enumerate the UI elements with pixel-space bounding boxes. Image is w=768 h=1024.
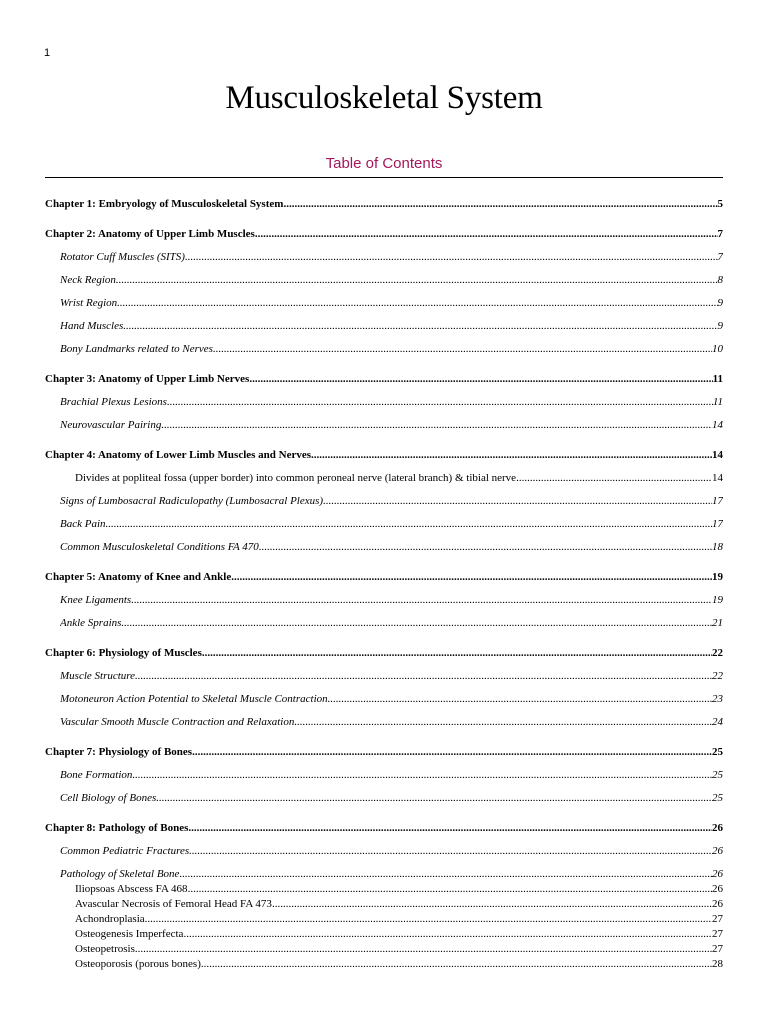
toc-entry-chapter[interactable] <box>45 745 723 759</box>
toc-entry-page: 9 <box>717 297 723 309</box>
toc-entry-section[interactable] <box>60 540 723 554</box>
toc-entry-sub[interactable] <box>75 882 723 896</box>
dot-leader <box>213 342 712 356</box>
toc-entry-section[interactable] <box>60 494 723 508</box>
dot-leader <box>249 372 712 386</box>
toc-entry-page: 7 <box>717 251 723 263</box>
dot-leader <box>117 296 717 310</box>
toc-entry-page: 27 <box>712 928 723 940</box>
toc-entry-page: 19 <box>712 594 723 606</box>
toc-entry-chapter[interactable] <box>45 448 723 462</box>
toc-entry-page: 14 <box>712 419 723 431</box>
toc-entry-label: Achondroplasia <box>75 913 145 925</box>
toc-entry-label: Osteopetrosis <box>75 943 135 955</box>
document-title: Musculoskeletal System <box>225 80 543 116</box>
page-number: 1 <box>44 47 51 59</box>
dot-leader <box>179 867 712 881</box>
toc-entry-page: 10 <box>712 343 723 355</box>
toc-entry-label: Hand Muscles <box>60 320 124 332</box>
toc-entry-page: 19 <box>712 571 723 583</box>
dot-leader <box>156 791 712 805</box>
dot-leader <box>123 319 717 333</box>
toc-entry-section[interactable] <box>60 395 723 409</box>
dot-leader <box>283 197 717 211</box>
toc-entry-label: Bony Landmarks related to Nerves <box>60 343 213 355</box>
toc-entry-section[interactable] <box>60 616 723 630</box>
dot-leader <box>192 745 712 759</box>
dot-leader <box>201 957 712 971</box>
toc-entry-page: 11 <box>712 396 723 408</box>
toc-entry-label: Osteogenesis Imperfecta <box>75 928 184 940</box>
toc-entry-chapter[interactable] <box>45 197 723 211</box>
toc-entry-label: Signs of Lumbosacral Radiculopathy (Lumbosacral Plexus) <box>60 495 324 507</box>
heading-divider <box>45 177 723 178</box>
toc-entry-label: Neck Region <box>60 274 116 286</box>
toc-entry-label: Chapter 1: Embryology of Musculoskeletal System <box>45 198 284 210</box>
toc-entry-label: Bone Formation <box>60 769 133 781</box>
dot-leader <box>106 517 712 531</box>
toc-entry-section[interactable] <box>60 593 723 607</box>
toc-entry-section[interactable] <box>60 296 723 310</box>
toc-entry-page: 27 <box>712 943 723 955</box>
toc-entry-page: 18 <box>712 541 723 553</box>
dot-leader <box>131 593 712 607</box>
dot-leader <box>161 418 712 432</box>
toc-heading: Table of Contents <box>325 155 443 172</box>
toc-entry-label: Wrist Region <box>60 297 118 309</box>
toc-entry-page: 14 <box>712 472 723 484</box>
toc-entry-section[interactable] <box>60 791 723 805</box>
toc-entry-sub[interactable] <box>75 927 723 941</box>
toc-entry-chapter[interactable] <box>45 227 723 241</box>
toc-entry-sub[interactable] <box>75 957 723 971</box>
dot-leader <box>183 927 712 941</box>
toc-entry-sub[interactable] <box>75 942 723 956</box>
toc-entry-label: Chapter 6: Physiology of Muscles <box>45 647 202 659</box>
toc-entry-label: Chapter 3: Anatomy of Upper Limb Nerves <box>45 373 250 385</box>
toc-entry-section[interactable] <box>60 342 723 356</box>
toc-entry-label: Knee Ligaments <box>60 594 132 606</box>
dot-leader <box>185 250 718 264</box>
toc-entry-page: 25 <box>712 746 723 758</box>
toc-entry-page: 26 <box>712 845 723 857</box>
dot-leader <box>135 669 712 683</box>
toc-entry-section[interactable] <box>60 768 723 782</box>
toc-entry-page: 26 <box>712 883 723 895</box>
toc-entry-chapter[interactable] <box>45 821 723 835</box>
toc-entry-section[interactable] <box>60 517 723 531</box>
dot-leader <box>255 227 718 241</box>
toc-entry-section[interactable] <box>60 319 723 333</box>
toc-entry-chapter[interactable] <box>45 646 723 660</box>
dot-leader <box>272 897 712 911</box>
toc-entry-label: Motoneuron Action Potential to Skeletal Muscle Contraction <box>60 693 328 705</box>
toc-entry-page: 22 <box>712 670 723 682</box>
toc-entry-section[interactable] <box>60 844 723 858</box>
toc-entry-label: Divides at popliteal fossa (upper border) into common peroneal nerve (lateral branch) & tibial nerve <box>75 472 517 484</box>
toc-entry-page: 21 <box>712 617 723 629</box>
dot-leader <box>167 395 713 409</box>
toc-entry-sub[interactable] <box>75 471 723 485</box>
toc-entry-page: 22 <box>712 647 723 659</box>
toc-entry-label: Cell Biology of Bones <box>60 792 157 804</box>
toc-entry-label: Iliopsoas Abscess FA 468 <box>75 883 188 895</box>
toc-entry-label: Common Musculoskeletal Conditions FA 470 <box>60 541 259 553</box>
toc-entry-page: 25 <box>712 769 723 781</box>
toc-entry-label: Common Pediatric Fractures <box>60 845 190 857</box>
dot-leader <box>323 494 712 508</box>
dot-leader <box>132 768 712 782</box>
toc-entry-label: Pathology of Skeletal Bone <box>60 868 180 880</box>
toc-entry-label: Chapter 4: Anatomy of Lower Limb Muscles and Nerves <box>45 449 312 461</box>
toc-entry-page: 8 <box>717 274 723 286</box>
toc-entry-label: Brachial Plexus Lesions <box>60 396 167 408</box>
toc-entry-label: Ankle Sprains <box>60 617 122 629</box>
toc-entry-chapter[interactable] <box>45 372 723 386</box>
toc-entry-page: 11 <box>712 373 723 385</box>
dot-leader <box>516 471 712 485</box>
toc-entry-label: Avascular Necrosis of Femoral Head FA 473 <box>75 898 272 910</box>
dot-leader <box>259 540 712 554</box>
toc-entry-sub[interactable] <box>75 912 723 926</box>
toc-entry-sub[interactable] <box>75 897 723 911</box>
dot-leader <box>135 942 712 956</box>
toc-entry-page: 26 <box>712 898 723 910</box>
toc-entry-label: Chapter 8: Pathology of Bones <box>45 822 189 834</box>
dot-leader <box>311 448 712 462</box>
toc-entry-page: 27 <box>712 913 723 925</box>
dot-leader <box>145 912 712 926</box>
dot-leader <box>231 570 712 584</box>
toc-entry-page: 25 <box>712 792 723 804</box>
toc-entry-label: Back Pain <box>60 518 106 530</box>
toc-entry-label: Neurovascular Pairing <box>60 419 162 431</box>
toc-entry-label: Osteoporosis (porous bones) <box>75 958 201 970</box>
toc-entry-section[interactable] <box>60 715 723 729</box>
toc-entry-section[interactable] <box>60 669 723 683</box>
dot-leader <box>202 646 712 660</box>
toc-entry-page: 26 <box>712 868 723 880</box>
toc-entry-section[interactable] <box>60 692 723 706</box>
toc-entry-page: 7 <box>717 228 723 240</box>
toc-entry-label: Vascular Smooth Muscle Contraction and Relaxation <box>60 716 295 728</box>
dot-leader <box>294 715 712 729</box>
dot-leader <box>188 882 712 896</box>
toc-entry-label: Chapter 7: Physiology of Bones <box>45 746 193 758</box>
dot-leader <box>188 821 712 835</box>
dot-leader <box>116 273 718 287</box>
toc-entry-page: 9 <box>717 320 723 332</box>
toc-entry-label: Rotator Cuff Muscles (SITS) <box>60 251 185 263</box>
toc-entry-section[interactable] <box>60 250 723 264</box>
toc-entry-chapter[interactable] <box>45 570 723 584</box>
dot-leader <box>189 844 712 858</box>
toc-entry-label: Chapter 5: Anatomy of Knee and Ankle <box>45 571 232 583</box>
toc-entry-page: 28 <box>712 958 723 970</box>
toc-entry-section[interactable] <box>60 273 723 287</box>
toc-entry-page: 5 <box>717 198 723 210</box>
dot-leader <box>121 616 712 630</box>
toc-entry-page: 26 <box>712 822 723 834</box>
toc-entry-label: Muscle Structure <box>60 670 136 682</box>
toc-entry-section[interactable] <box>60 418 723 432</box>
toc-entry-page: 14 <box>712 449 723 461</box>
dot-leader <box>328 692 712 706</box>
toc-entry-page: 24 <box>712 716 723 728</box>
toc-entry-page: 23 <box>712 693 723 705</box>
toc-entry-section[interactable] <box>60 867 723 881</box>
toc-entry-page: 17 <box>712 518 723 530</box>
toc-entry-page: 17 <box>712 495 723 507</box>
toc-entry-label: Chapter 2: Anatomy of Upper Limb Muscles <box>45 228 255 240</box>
